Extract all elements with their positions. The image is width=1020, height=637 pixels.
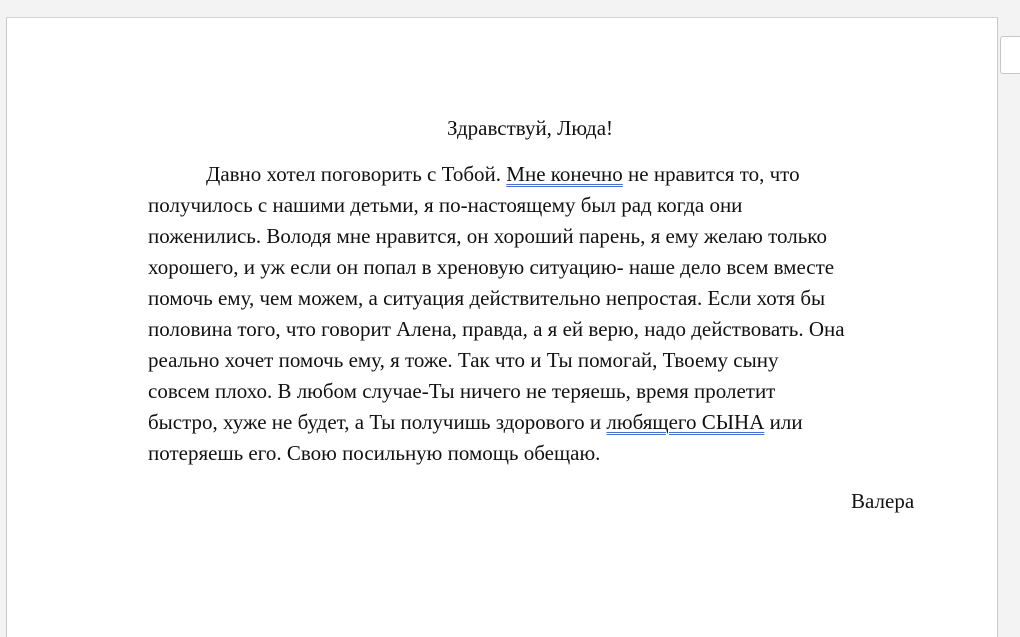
text-segment: хорошего, и уж если он попал в хреновую ситуацию- наше дело всем вместе — [148, 255, 835, 279]
grammar-flagged-text[interactable]: Мне конечно — [506, 162, 623, 186]
grammar-flagged-text[interactable]: любящего СЫНА — [606, 410, 765, 434]
text-segment: Давно хотел поговорить с Тобой. — [206, 162, 507, 186]
body-line — [148, 438, 948, 469]
text-segment: реально хочет помочь ему, я тоже. Так что и Ты помогай, Твоему сыну — [148, 348, 779, 372]
body-line — [148, 314, 948, 345]
body-line — [148, 252, 948, 283]
body-line — [148, 221, 948, 252]
body-line — [148, 159, 948, 190]
text-segment: помочь ему, чем можем, а ситуация действительно непростая. Если хотя бы — [148, 286, 826, 310]
text-segment: поженились. Володя мне нравится, он хороший парень, я ему желаю только — [148, 224, 827, 248]
body-line — [148, 407, 948, 438]
body-line — [148, 376, 948, 407]
text-segment: потеряешь его. Свою посильную помощь обещаю. — [148, 441, 601, 465]
text-segment: получилось с нашими детьми, я по-настоящему был рад когда они — [148, 193, 743, 217]
text-segment: или — [764, 410, 803, 434]
text-segment: не нравится то, что — [622, 162, 800, 186]
body-line — [148, 345, 948, 376]
greeting-line: Здравствуй, Люда! — [446, 116, 614, 140]
side-panel-tab[interactable] — [1000, 36, 1020, 74]
letter-body[interactable] — [148, 159, 948, 469]
text-segment: совсем плохо. В любом случае-Ты ничего не теряешь, время пролетит — [148, 379, 776, 403]
signature: Валера — [851, 489, 915, 513]
text-segment: быстро, хуже не будет, а Ты получишь здорового и — [148, 410, 607, 434]
body-line — [148, 283, 948, 314]
body-line — [148, 190, 948, 221]
text-segment: половина того, что говорит Алена, правда, а я ей верю, надо действовать. Она — [148, 317, 845, 341]
